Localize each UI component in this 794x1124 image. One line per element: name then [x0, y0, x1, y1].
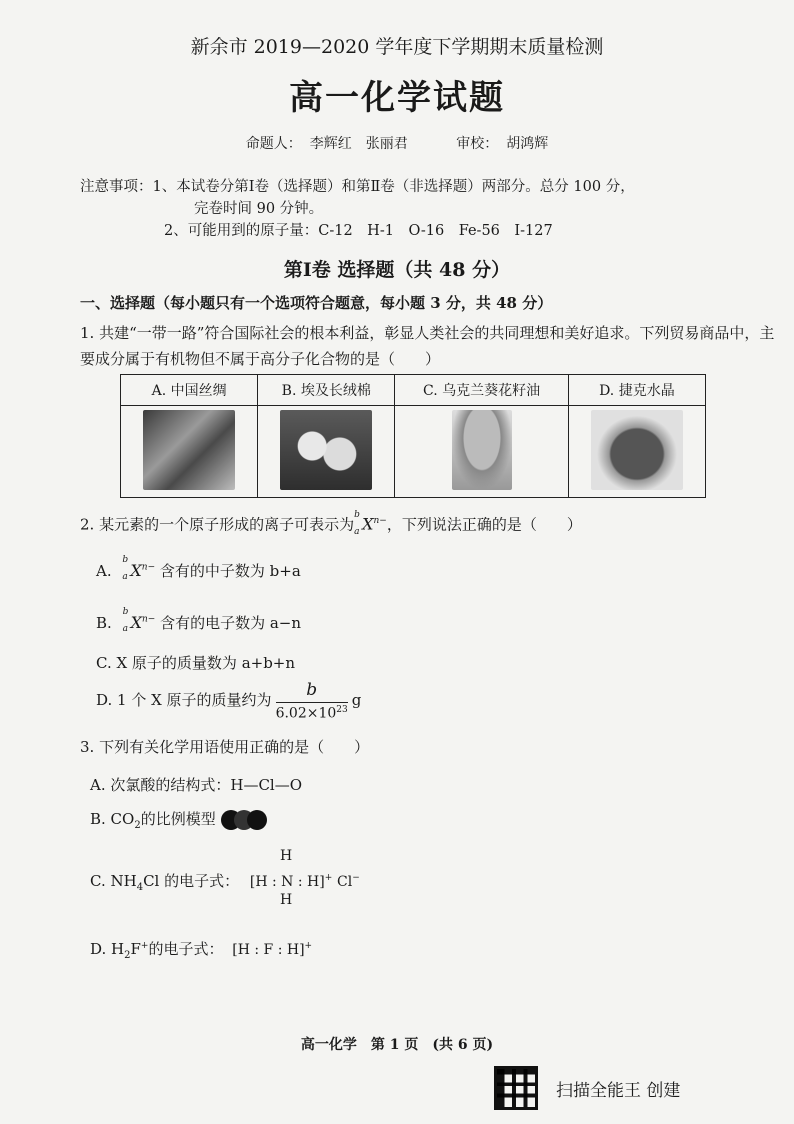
nh4-charge: + — [324, 873, 333, 883]
ion-symbol: X — [362, 514, 374, 534]
ion-mass: b — [354, 510, 360, 520]
question-1-options-table — [120, 374, 706, 498]
option-b-label: B. 埃及长绒棉 — [258, 375, 395, 406]
denominator-base: 6.02×10 — [275, 705, 337, 722]
fraction-numerator: b — [276, 680, 348, 703]
option-d-label: D. 捷克水晶 — [568, 375, 705, 406]
authors-names: 李辉红 张丽君 — [309, 136, 408, 152]
h2f-subscript: 2 — [124, 950, 131, 961]
question-2-option-a — [96, 555, 301, 582]
crystal-image — [591, 410, 683, 490]
reviewer-name: 胡鸿辉 — [506, 136, 549, 152]
page-number: 高一化学 第 1 页 (共 6 页) — [300, 1037, 494, 1053]
co2-subscript: 2 — [134, 820, 141, 831]
question-2-option-b — [96, 607, 302, 634]
option-c-image-cell — [395, 406, 568, 498]
notes-label: 注意事项： — [80, 179, 153, 195]
part1-title: 第Ⅰ卷 选择题（共 48 分） — [283, 259, 511, 281]
question-2-option-d — [96, 680, 361, 722]
ion-atomic: a — [122, 624, 128, 634]
option-b-image-cell — [258, 406, 395, 498]
mass-fraction — [276, 680, 348, 722]
question-3-option-b — [90, 808, 267, 831]
question-3-option-c — [90, 870, 360, 893]
h2f-suffix: 的电子式： — [148, 940, 224, 958]
ion-atomic: a — [354, 527, 360, 537]
scanner-watermark: 扫描全能王 创建 — [556, 1081, 681, 1101]
question-3-option-a: A. 次氯酸的结构式：H—Cl—O — [90, 776, 303, 794]
exam-title: 高一化学试题 — [289, 78, 505, 118]
h2f-electron-formula: [H : F : H] — [232, 942, 305, 958]
ion-notation — [122, 555, 156, 582]
denominator-exponent: 23 — [336, 705, 348, 715]
exam-subtitle: 新余市 2019—2020 学年度下学期期末质量检测 — [190, 36, 604, 58]
ion-atomic: a — [122, 572, 128, 582]
fraction-denominator — [276, 703, 348, 722]
silk-image — [143, 410, 235, 490]
question-2-text — [80, 508, 582, 537]
co2-space-filling-model — [221, 810, 267, 830]
h2f-prefix: D. H — [90, 940, 125, 958]
qr-code-icon — [494, 1066, 538, 1110]
co2-suffix: 的比例模型 — [140, 810, 216, 828]
option-a-label: A. 中国丝绸 — [121, 375, 258, 406]
notes-item-1: 1、本试卷分第Ⅰ卷（选择题）和第Ⅱ卷（非选择题）两部分。总分 100 分， — [152, 179, 635, 195]
notes-item-2: 2、可能用到的原子量：C-12 H-1 O-16 Fe-56 I-127 — [164, 223, 553, 239]
question-2-option-c: C. X 原子的质量数为 a+b+n — [96, 654, 296, 672]
nh4-subscript: 4 — [136, 882, 144, 893]
option-text: 含有的电子数为 a−n — [160, 614, 302, 632]
ion-symbol: X — [130, 613, 142, 632]
question-1-text: 1. 共建“一带一路”符合国际社会的根本利益，彰显人类社会的共同理想和美好追求。下列贸易商品中，主要成分属于有机物但不属于高分子化合物的是（ ） — [80, 324, 775, 368]
ion-charge: n− — [373, 516, 387, 526]
chloride: Cl — [337, 874, 353, 890]
cotton-image — [280, 410, 372, 490]
ion-mass: b — [122, 607, 129, 617]
ion-notation — [122, 607, 156, 634]
question-3-option-d — [90, 938, 312, 961]
h2f-fluorine: F — [130, 940, 141, 958]
option-label: A. — [96, 562, 112, 580]
reviewer-label: 审校： — [456, 136, 499, 152]
question-3-text: 3. 下列有关化学用语使用正确的是（ ） — [80, 738, 370, 756]
section-heading: 一、选择题（每小题只有一个选项符合题意，每小题 3 分，共 48 分） — [80, 294, 553, 312]
nh4-electron-formula: [H : N : H] — [249, 874, 325, 890]
option-a-image-cell — [121, 406, 258, 498]
nh4cl-suffix: Cl 的电子式： — [143, 872, 240, 890]
option-d-prefix: D. 1 个 X 原子的质量约为 — [96, 690, 272, 709]
nh4-bottom-hydrogen: H — [280, 892, 293, 908]
nh4-top-hydrogen: H — [280, 848, 293, 864]
option-text: 含有的中子数为 b+a — [159, 562, 301, 580]
authors-label: 命题人： — [245, 136, 302, 152]
ion-charge: n− — [141, 614, 156, 625]
notes-item-1b: 完卷时间 90 分钟。 — [194, 201, 324, 217]
question-2-prefix: 2. 某元素的一个原子形成的离子可表示为 — [80, 515, 355, 534]
notes-block — [80, 176, 635, 242]
h2f-charge: + — [140, 941, 149, 951]
authors-line — [0, 133, 794, 153]
question-2-suffix: ，下列说法正确的是（ ） — [386, 515, 582, 534]
ion-charge: n− — [141, 562, 156, 573]
ion-mass: b — [122, 555, 129, 565]
h2f-formula-charge: + — [304, 941, 313, 951]
option-d-image-cell — [568, 406, 705, 498]
ion-notation — [354, 508, 387, 537]
ion-symbol: X — [130, 561, 142, 580]
option-label: B. — [96, 614, 112, 632]
nh4cl-prefix: C. NH — [90, 872, 137, 890]
option-c-label: C. 乌克兰葵花籽油 — [395, 375, 568, 406]
unit: g — [351, 690, 362, 709]
chloride-charge: − — [352, 873, 360, 883]
co2-prefix: B. CO — [90, 810, 135, 828]
oil-bottle-image — [452, 410, 512, 490]
